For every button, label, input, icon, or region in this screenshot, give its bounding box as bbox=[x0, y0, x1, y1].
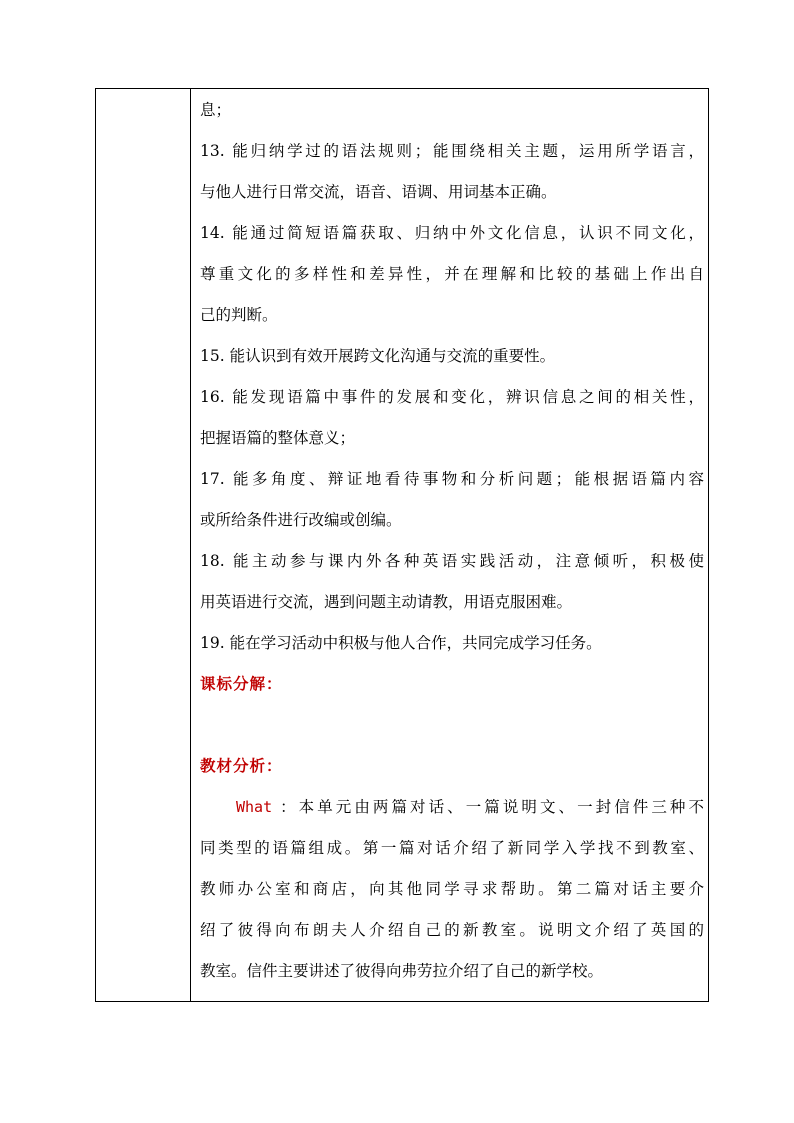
text-line: 或所给条件进行改编或创编。 bbox=[200, 511, 402, 529]
text-line: 把握语篇的整体意义； bbox=[200, 429, 356, 447]
text-line: 13. 能归纳学过的语法规则；能围绕相关主题，运用所学语言， bbox=[200, 142, 704, 160]
text-line: 14. 能通过简短语篇获取、归纳中外文化信息，认识不同文化， bbox=[200, 224, 704, 242]
text-line: 息； bbox=[200, 101, 232, 119]
text-line: 18. 能主动参与课内外各种英语实践活动，注意倾听，积极使 bbox=[200, 552, 704, 570]
text-line: 绍了彼得向布朗夫人介绍自己的新教室。说明文介绍了英国的 bbox=[200, 921, 704, 939]
text-line: 15. 能认识到有效开展跨文化沟通与交流的重要性。 bbox=[200, 347, 556, 365]
text-line: 教室。信件主要讲述了彼得向弗劳拉介绍了自己的新学校。 bbox=[200, 962, 604, 980]
text-line: 17. 能多角度、辩证地看待事物和分析问题；能根据语篇内容 bbox=[200, 470, 704, 488]
text-line: 16. 能发现语篇中事件的发展和变化，辨识信息之间的相关性， bbox=[200, 388, 704, 406]
what-paragraph-first-line bbox=[236, 796, 704, 818]
heading-materials: 教材分析： bbox=[200, 756, 283, 775]
text-line: 同类型的语篇组成。第一篇对话介绍了新同学入学找不到教室、 bbox=[200, 839, 704, 857]
text-line: 与他人进行日常交流，语音、语调、用词基本正确。 bbox=[200, 183, 557, 201]
text-line: ：本单元由两篇对话、一篇说明文、一封信件三种不 bbox=[280, 798, 704, 816]
heading-standards: 课标分解： bbox=[200, 674, 283, 693]
what-label: What bbox=[236, 798, 273, 816]
content-table bbox=[95, 88, 709, 1002]
text-line: 教师办公室和商店，向其他同学寻求帮助。第二篇对话主要介 bbox=[200, 880, 704, 898]
text-line: 用英语进行交流，遇到问题主动请教，用语克服困难。 bbox=[200, 593, 573, 611]
column-divider bbox=[190, 89, 191, 1001]
text-line: 己的判断。 bbox=[200, 306, 278, 324]
text-line: 19. 能在学习活动中积极与他人合作，共同完成学习任务。 bbox=[200, 634, 602, 652]
text-line: 尊重文化的多样性和差异性，并在理解和比较的基础上作出自 bbox=[200, 265, 704, 283]
